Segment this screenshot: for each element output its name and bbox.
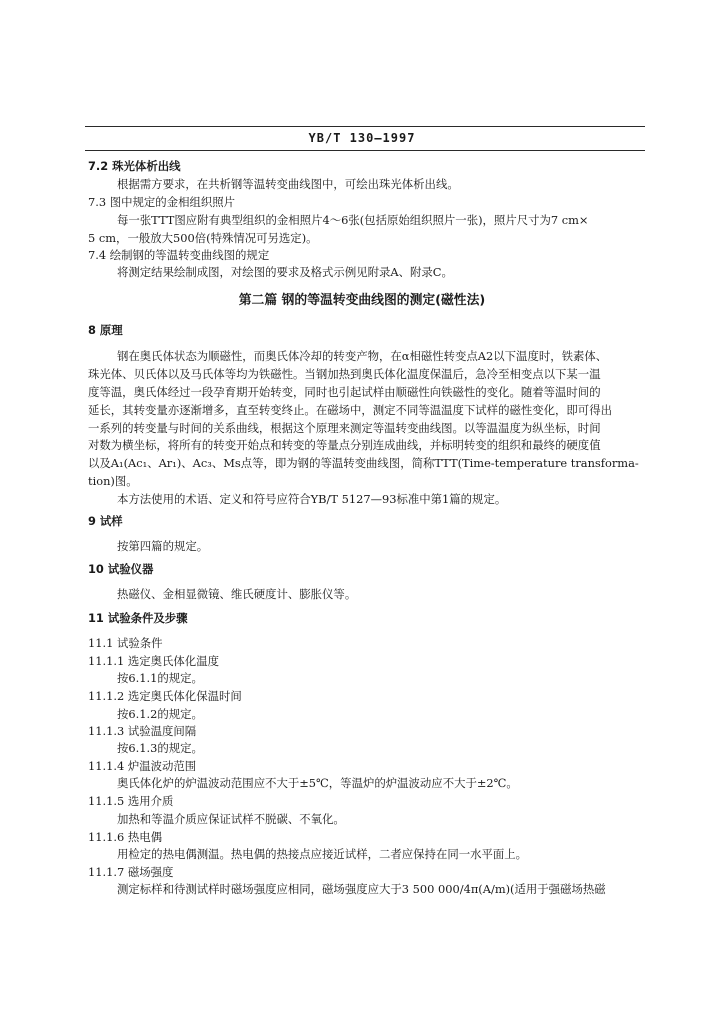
paragraph-line: 按6.1.1的规定。: [117, 671, 203, 685]
section-heading: 11 试验条件及步骤: [88, 611, 188, 625]
part-title: 第二篇 钢的等温转变曲线图的测定(磁性法): [238, 293, 486, 308]
section-heading: 10 试验仪器: [88, 562, 154, 576]
subsection-heading: 11.1.7 磁场强度: [88, 865, 174, 879]
subsection-heading: 11.1.1 选定奥氏体化温度: [88, 654, 219, 668]
paragraph-line: 以及A₁(Ac₁、Ar₁)、Ac₃、Ms点等，即为钢的等温转变曲线图，简称TTT(Time-temperature transforma-: [88, 456, 639, 470]
section-heading: 7.3 图中规定的金相组织照片: [88, 195, 236, 209]
paragraph-line: 延长，其转变量亦逐渐增多，直至转变终止。在磁场中，测定不同等温温度下试样的磁性变化，即可得出: [88, 403, 612, 417]
paragraph-line: 热磁仪、金相显微镜、维氏硬度计、膨胀仪等。: [117, 587, 357, 601]
subsection-heading: 11.1.5 选用介质: [88, 794, 174, 808]
paragraph-line: 按6.1.3的规定。: [117, 741, 203, 755]
paragraph-line: 用检定的热电偶测温。热电偶的热接点应接近试样，二者应保持在同一水平面上。: [117, 847, 528, 861]
paragraph-line: 加热和等温介质应保证试样不脱碳、不氧化。: [117, 812, 345, 826]
paragraph-line: 本方法使用的术语、定义和符号应符合YB/T 5127—93标准中第1篇的规定。: [117, 492, 507, 506]
paragraph-line: 按第四篇的规定。: [117, 539, 209, 553]
subsection-heading: 11.1.3 试验温度间隔: [88, 724, 197, 738]
paragraph-line: 根据需方要求，在共析钢等温转变曲线图中，可绘出珠光体析出线。: [117, 177, 459, 191]
paragraph-line: 按6.1.2的规定。: [117, 707, 203, 721]
subsection-heading: 11.1.6 热电偶: [88, 830, 163, 844]
paragraph-line: 5 cm，一般放大500倍(特殊情况可另选定)。: [88, 231, 318, 245]
section-heading: 8 原理: [88, 323, 123, 337]
header-rule-bottom: [85, 150, 645, 151]
section-heading: 7.4 绘制钢的等温转变曲线图的规定: [88, 248, 270, 262]
section-heading: 9 试样: [88, 514, 123, 528]
paragraph-line: 珠光体、贝氏体以及马氏体等均为铁磁性。当钢加热到奥氏体化温度保温后，急冷至相变点以下某一温: [88, 367, 601, 381]
paragraph-line: 将测定结果绘制成图，对绘图的要求及格式示例见附录A、附录C。: [117, 265, 453, 279]
paragraph-line: tion)图。: [88, 474, 138, 488]
paragraph-line: 度等温，奥氏体经过一段孕育期开始转变，同时也引起试样由顺磁性向铁磁性的变化。随着等温时间的: [88, 385, 601, 399]
standard-code: YB/T 130—1997: [308, 131, 416, 145]
paragraph-line: 奥氏体化炉的炉温波动范围应不大于±5℃，等温炉的炉温波动应不大于±2℃。: [117, 776, 518, 790]
subsection-heading: 11.1.4 炉温波动范围: [88, 759, 197, 773]
paragraph-line: 一系列的转变量与时间的关系曲线，根据这个原理来测定等温转变曲线图。以等温温度为纵坐标，时间: [88, 421, 601, 435]
header-rule-top: [85, 126, 645, 127]
paragraph-line: 对数为横坐标，将所有的转变开始点和转变的等量点分别连成曲线，并标明转变的组织和最终的硬度值: [88, 438, 601, 452]
paragraph-line: 钢在奥氏体状态为顺磁性，而奥氏体冷却的转变产物，在α相磁性转变点A2以下温度时，铁素体、: [117, 349, 608, 363]
paragraph-line: 测定标样和待测试样时磁场强度应相同，磁场强度应大于3 500 000/4π(A/m)(适用于强磁场热磁: [117, 882, 606, 896]
paragraph-line: 每一张TTT图应附有典型组织的金相照片4～6张(包括原始组织照片一张)，照片尺寸为7 cm×: [117, 213, 589, 227]
subsection-heading: 11.1.2 选定奥氏体化保温时间: [88, 689, 242, 703]
subsection-heading: 11.1 试验条件: [88, 636, 163, 650]
section-heading: 7.2 珠光体析出线: [88, 159, 181, 173]
